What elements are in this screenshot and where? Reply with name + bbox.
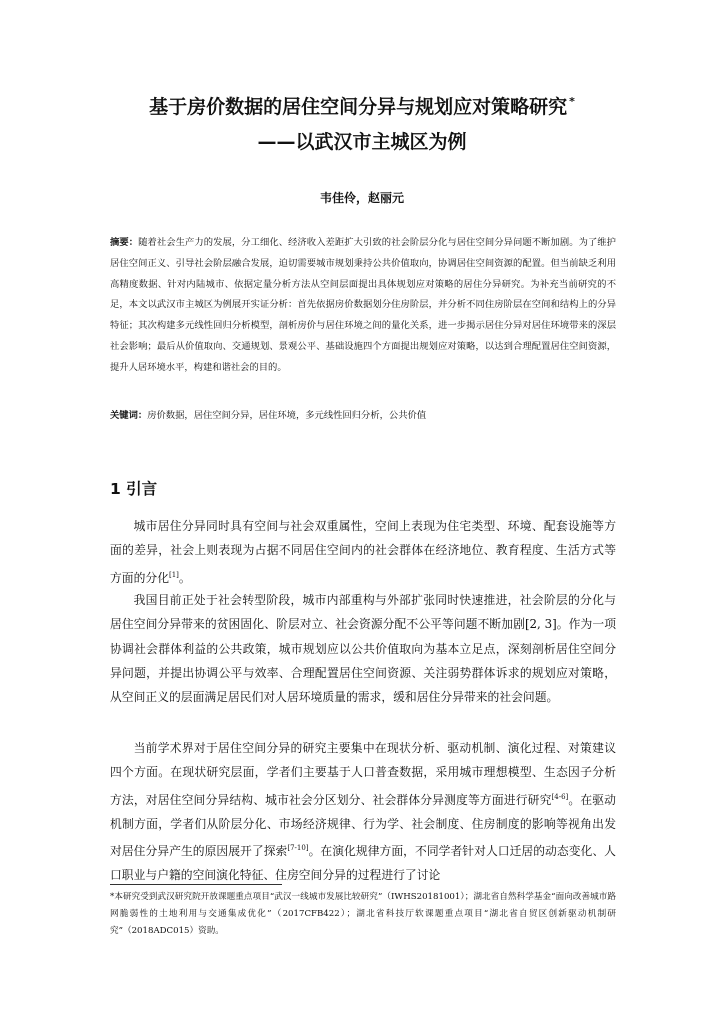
para-text: 当前学术界对于居住空间分异的研究主要集中在现状分析、驱动机制、演化过程、对策建议四个方面。在现状研究层面，学者们主要基于人口普查数据，采用城市理想模型、生态因子分析方法，对居住空间分异结构、城市社会分区划分、社会群体分异测度等方面进行研究: [110, 741, 616, 807]
paper-title: [40, 89, 684, 120]
paper-subtitle: ——以武汉市主城区为例: [257, 131, 467, 153]
funding-footnote: *本研究受到武汉研究院开放课题重点项目“武汉一线城市发展比较研究”（IWHS20181001）；湖北省自然科学基金“面向改善城市路网脆弱性的土地利用与交通集成优化”（2017CFB422）；湖北省科技厅软课题重点项目“湖北省自贸区创新驱动机制研究”（2018ADC015）资助。: [110, 892, 616, 936]
citation-ref: [7-10]: [287, 844, 309, 853]
body-paragraph: [110, 736, 616, 888]
keywords-label: 关键词：: [110, 410, 148, 421]
citation-ref: [1]: [169, 570, 179, 579]
section-heading: 1 引言: [110, 480, 158, 498]
para-text: 城市居住分异同时具有空间与社会双重属性，空间上表现为住宅类型、环境、配套设施等方面的差异，社会上则表现为占据不同居住空间内的社会群体在经济地位、教育程度、生活方式等方面的分化: [110, 519, 616, 585]
para-text: 。: [178, 570, 191, 585]
footnote-divider: [110, 884, 282, 885]
footnote-marker: *: [569, 95, 575, 108]
keywords-block: [110, 406, 616, 427]
abstract-label: 摘要：: [110, 237, 139, 248]
body-paragraph: [110, 514, 616, 590]
author-line: 韦佳伶，赵丽元: [319, 191, 404, 205]
para-text: 。在驱动机制方面，学者们从阶层分化、市场经济规律、行为学、社会制度、住房制度的影响等视角出发对居住分异产生的原因展开了探索: [110, 792, 616, 859]
body-paragraph: [110, 588, 616, 709]
paper-title-text: 基于房价数据的居住空间分异与规划应对策略研究: [149, 96, 568, 118]
abstract-block: [110, 233, 616, 421]
para-text: 。在演化规律方面，不同学者针对人口迁居的动态变化、人口职业与户籍的空间演化特征、住房空间分异的过程进行了讨论: [110, 844, 616, 883]
abstract-text: 随着社会生产力的发展，分工细化、经济收入差距扩大引致的社会阶层分化与居住空间分异问题不断加剧。为了维护居住空间正义、引导社会阶层融合发展，迫切需要城市规划秉持公共价值取向，协调居住空间资源的配置。但当前缺乏利用高精度数据、针对内陆城市、依据定量分析方法从空间层面提出具体规划应对策略的居住分异研究。为补充当前研究的不足，本文以武汉市主城区为例展开实证分析：首先依据房价数据划分住房阶层，并分析不同住房阶层在空间和结构上的分异特征；其次构建多元线性回归分析模型，剖析房价与居住环境之间的量化关系，进一步揭示居住分异对居住环境带来的深层社会影响；最后从价值取向、交通规划、景观公平、基础设施四个方面提出规划应对策略，以达到合理配置居住空间资源，提升人居环境水平，构建和谐社会的目的。: [110, 237, 616, 373]
citation-ref: [4-6]: [551, 792, 569, 801]
keywords-text: 房价数据，居住空间分异，居住环境，多元线性回归分析，公共价值: [147, 410, 427, 421]
para-text: 我国目前正处于社会转型阶段，城市内部重构与外部扩张同时快速推进，社会阶层的分化与居住空间分异带来的贫困固化、阶层对立、社会资源分配不公平等问题不断加剧[2, 3]。作为一项协调社会群体利益的公共政策，城市规划应以公共价值取向为基本立足点，深刻剖析居住空间分异问题，并提出协调公平与效率、合理配置居住空间资源、关注弱势群体诉求的规划应对策略，从空间正义的层面满足居民们对人居环境质量的需求，缓和居住分异带来的社会问题。: [110, 593, 616, 705]
